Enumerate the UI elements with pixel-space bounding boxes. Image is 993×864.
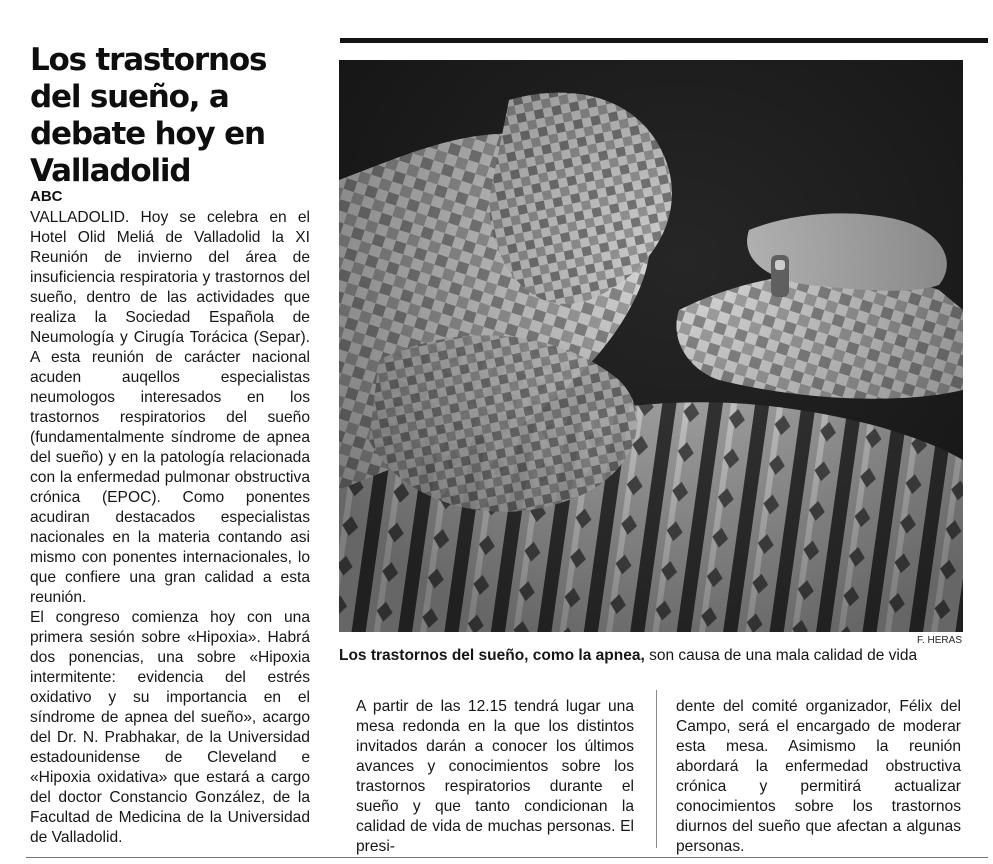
body-paragraph: dente del comité organizador, Félix del Campo, será el encargado de moderar esta mesa. Asimismo la reunión abordará la enfermedad obstructiva crónica y permitirá actualizar conocimientos sobre los trastornos diurnos del sueño que afectan a algunas personas. (676, 698, 961, 855)
article-byline: ABC (30, 188, 63, 205)
caption-rest: son causa de una mala calidad de vida (644, 647, 918, 664)
column-divider (656, 690, 657, 848)
body-paragraph: VALLADOLID. Hoy se celebra en el Hotel Olid Meliá de Valladolid la XI Reunión de invierno del área de insuficiencia respiratoria y trastornos del sueño, dentro de las actividades que realiza la Sociedad Española de Neumología y Cirugía Torácica (Separ). A esta reunión de carácter nacional acuden auqellos especialistas neumologos interesados en los trastornos respiratorios del sueño (fundamentalmente síndrome de apnea del sueño) y en la patología relacionada con la enfermedad pulmonar obstructiva crónica (EPOC). Como ponentes acudiran destacados especialistas nacionales en la materia contando asi mismo con ponentes internacionales, lo que confiere una gran calidad a esta reunión. (30, 209, 310, 606)
caption-bold: Los trastornos del sueño, como la apnea, (339, 647, 645, 664)
bottom-rule (26, 857, 988, 858)
article-body-right-column (676, 697, 961, 857)
article-photo (339, 60, 963, 632)
photo-caption (339, 647, 959, 665)
article-headline: Los trastornos del sueño, a debate hoy en Valladolid (30, 42, 267, 189)
body-paragraph: El congreso comienza hoy con una primera sesión sobre «Hipoxia». Habrá dos ponencias, una sobre «Hipoxia intermitente: evidencia del estrés oxidativo y su importancia en el síndrome de apnea del sueño», acargo del Dr. N. Prabhakar, de la Universidad estadounidense de Cleveland e «Hipoxia oxidativa» que estará a cargo del doctor Constancio González, de la Facultad de Medicina de la Universidad de Valladolid. (30, 609, 310, 846)
photo-credit: F. HERAS (916, 635, 962, 646)
body-paragraph: A partir de las 12.15 tendrá lugar una mesa redonda en la que los distintos invitados darán a conocer los últimos avances y conocimientos sobre los trastornos respiratorios durante el sueño y que tanto condicionan la calidad de vida de muchas personas. El presi- (356, 698, 634, 855)
top-rule (340, 38, 988, 43)
article-body-left-column (30, 208, 310, 848)
article-body-middle-column (356, 697, 634, 857)
